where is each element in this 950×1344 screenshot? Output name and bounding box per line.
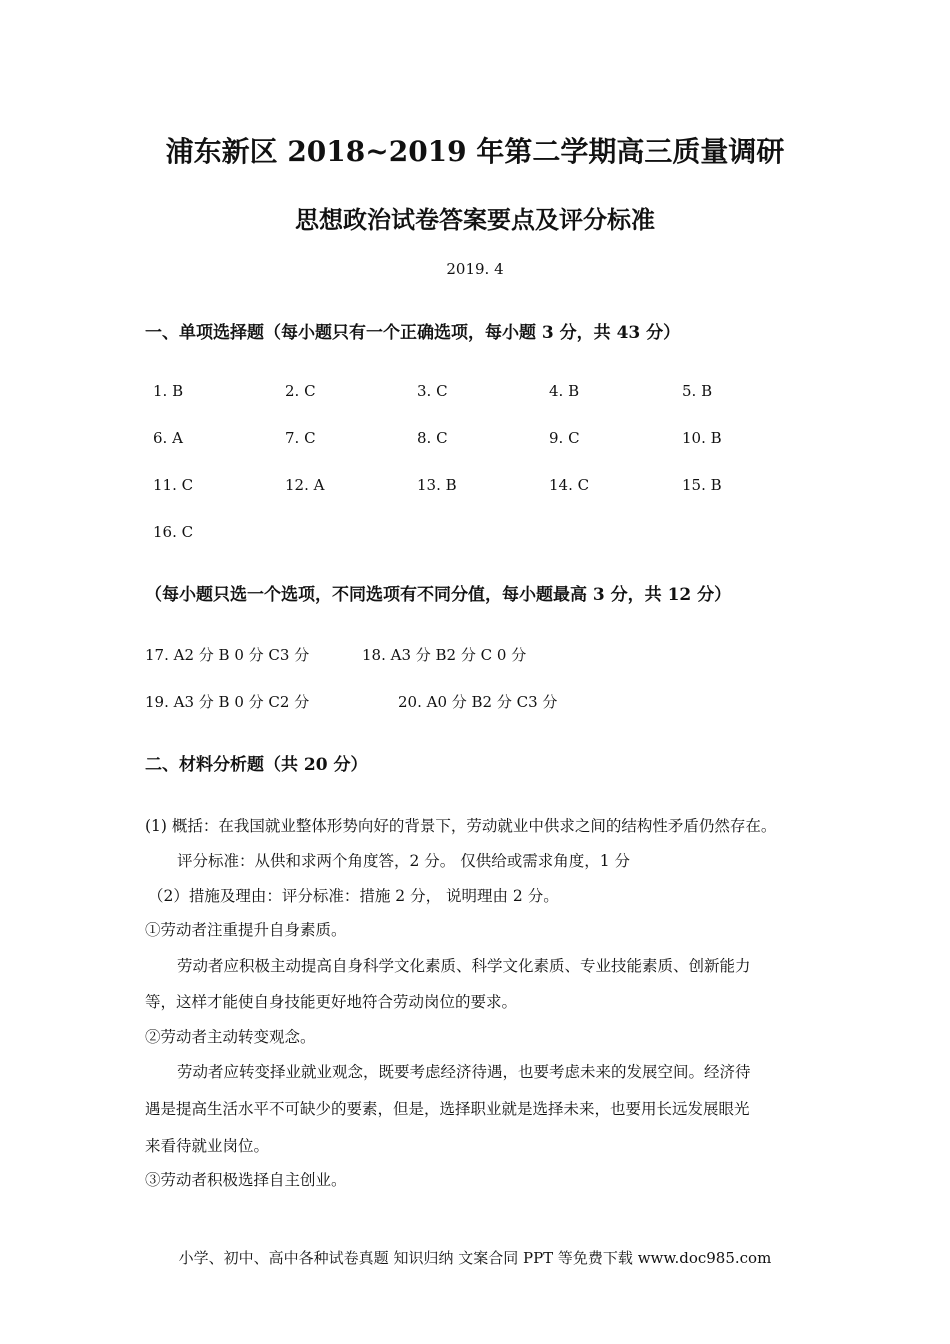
answer-item: 4. B bbox=[549, 382, 580, 400]
answer-item: 3. C bbox=[417, 382, 448, 400]
body-line: (1) 概括：在我国就业整体形势向好的背景下，劳动就业中供求之间的结构性矛盾仍然存在。 bbox=[145, 817, 777, 835]
answer-item: 14. C bbox=[549, 476, 590, 494]
answer-item: 10. B bbox=[682, 429, 722, 447]
body-line: （2）措施及理由：评分标准：措施 2 分， 说明理由 2 分。 bbox=[148, 887, 559, 905]
body-line: 等，这样才能使自身技能更好地符合劳动岗位的要求。 bbox=[145, 993, 518, 1011]
section1b-heading: （每小题只选一个选项，不同选项有不同分值，每小题最高 3 分，共 12 分） bbox=[145, 585, 732, 605]
document-title: 浦东新区 2018~2019 年第二学期高三质量调研 bbox=[165, 135, 785, 168]
answer-item: 12. A bbox=[285, 476, 325, 494]
section1-heading: 一、单项选择题（每小题只有一个正确选项，每小题 3 分，共 43 分） bbox=[145, 323, 681, 343]
answer-item: 9. C bbox=[549, 429, 580, 447]
body-line: 来看待就业岗位。 bbox=[145, 1137, 270, 1155]
body-line: 劳动者应转变择业就业观念，既要考虑经济待遇，也要考虑未来的发展空间。经济待 bbox=[177, 1063, 751, 1081]
answer-item: 8. C bbox=[417, 429, 448, 447]
multi-score-item: 20. A0 分 B2 分 C3 分 bbox=[398, 693, 558, 711]
multi-score-item: 19. A3 分 B 0 分 C2 分 bbox=[145, 693, 310, 711]
answer-item: 1. B bbox=[153, 382, 184, 400]
answer-item: 2. C bbox=[285, 382, 316, 400]
answer-item: 11. C bbox=[153, 476, 194, 494]
multi-score-item: 17. A2 分 B 0 分 C3 分 bbox=[145, 646, 310, 664]
body-line: ①劳动者注重提升自身素质。 bbox=[145, 921, 347, 939]
answer-item: 15. B bbox=[682, 476, 722, 494]
body-line: ③劳动者积极选择自主创业。 bbox=[145, 1171, 347, 1189]
body-line: ②劳动者主动转变观念。 bbox=[145, 1028, 316, 1046]
answer-item: 6. A bbox=[153, 429, 183, 447]
body-line: 劳动者应积极主动提高自身科学文化素质、科学文化素质、专业技能素质、创新能力 bbox=[177, 957, 751, 975]
body-line: 评分标准：从供和求两个角度答，2 分。 仅供给或需求角度，1 分 bbox=[177, 852, 631, 870]
page-footer: 小学、初中、高中各种试卷真题 知识归纳 文案合同 PPT 等免费下载 www.doc985.com bbox=[178, 1249, 772, 1267]
answer-item: 7. C bbox=[285, 429, 316, 447]
section2-heading: 二、材料分析题（共 20 分） bbox=[145, 755, 368, 775]
document-subtitle: 思想政治试卷答案要点及评分标准 bbox=[295, 205, 655, 234]
answer-item: 16. C bbox=[153, 523, 194, 541]
answer-item: 5. B bbox=[682, 382, 713, 400]
multi-score-item: 18. A3 分 B2 分 C 0 分 bbox=[362, 646, 527, 664]
body-line: 遇是提高生活水平不可缺少的要素，但是，选择职业就是选择未来，也要用长远发展眼光 bbox=[145, 1100, 750, 1118]
document-date: 2019. 4 bbox=[446, 260, 504, 278]
answer-item: 13. B bbox=[417, 476, 457, 494]
